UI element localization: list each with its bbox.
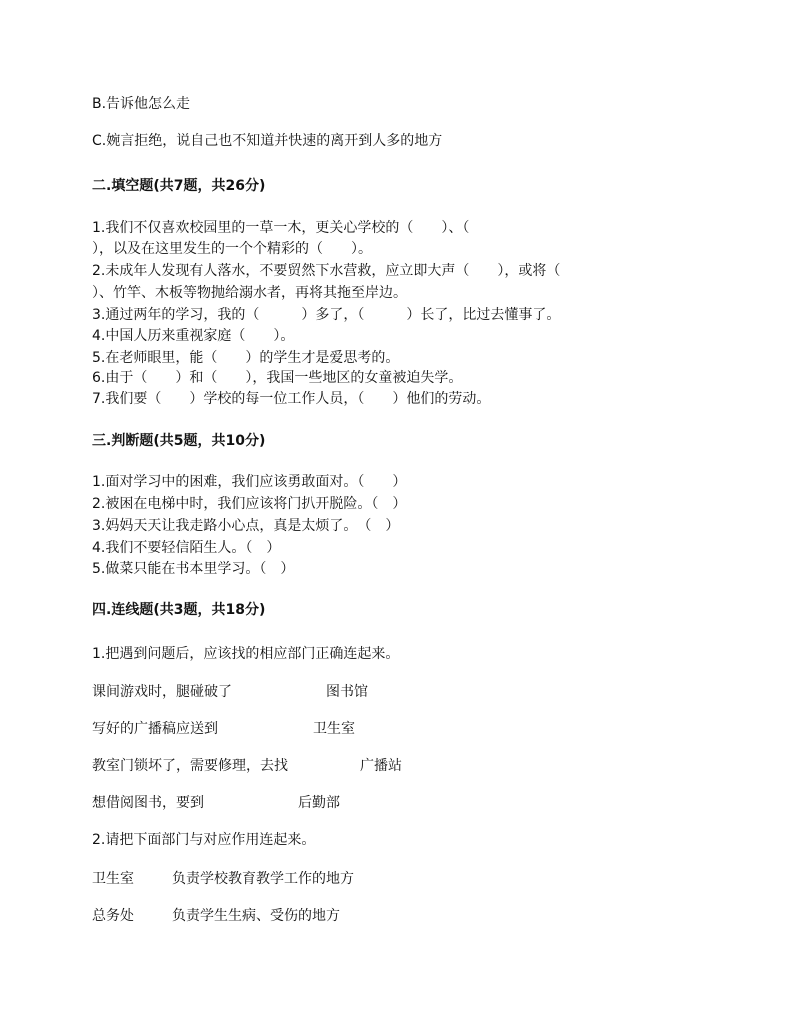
match-right-item: 负责学校教育教学工作的地方: [172, 871, 354, 887]
match-question-1: 1.把遇到问题后，应该找的相应部门正确连起来。: [92, 646, 400, 662]
match-right-item: 后勤部: [298, 795, 340, 811]
match-left-item: 课间游戏时，腿碰破了: [92, 684, 232, 700]
match-left-item: 写好的广播稿应送到: [92, 721, 218, 737]
judge-line: 2.被困在电梯中时，我们应该将门扒开脱险。（ ）: [92, 496, 407, 512]
judge-line: 1.面对学习中的困难，我们应该勇敢面对。（ ）: [92, 474, 407, 490]
fill-line: 2.未成年人发现有人落水，不要贸然下水营救，应立即大声（ ），或将（: [92, 263, 561, 279]
fill-line: 7.我们要（ ）学校的每一位工作人员，（ ）他们的劳动。: [92, 391, 491, 407]
match-left-item: 教室门锁坏了，需要修理，去找: [92, 758, 288, 774]
fill-line: ），以及在这里发生的一个个精彩的（ ）。: [92, 241, 372, 257]
match-left-item: 总务处: [92, 908, 134, 924]
match-right-item: 广播站: [360, 758, 402, 774]
section-heading-judge: 三.判断题(共5题，共10分): [92, 433, 266, 449]
match-right-item: 卫生室: [313, 721, 355, 737]
option-c: C.婉言拒绝，说自己也不知道并快速的离开到人多的地方: [92, 133, 443, 149]
match-left-item: 想借阅图书，要到: [92, 795, 204, 811]
fill-line: 6.由于（ ）和（ ），我国一些地区的女童被迫失学。: [92, 370, 463, 386]
section-heading-match: 四.连线题(共3题，共18分): [92, 602, 266, 618]
fill-line: 3.通过两年的学习，我的（ ）多了，（ ）长了，比过去懂事了。: [92, 307, 561, 323]
judge-line: 5.做菜只能在书本里学习。（ ）: [92, 561, 295, 577]
match-right-item: 图书馆: [326, 684, 368, 700]
fill-line: 5.在老师眼里，能（ ）的学生才是爱思考的。: [92, 350, 400, 366]
judge-line: 3.妈妈天天让我走路小心点，真是太烦了。 （ ）: [92, 518, 400, 534]
section-heading-fill: 二.填空题(共7题，共26分): [92, 178, 266, 194]
match-left-item: 卫生室: [92, 871, 134, 887]
fill-line: ）、竹竿、木板等物抛给溺水者，再将其拖至岸边。: [92, 285, 407, 301]
match-question-2: 2.请把下面部门与对应作用连起来。: [92, 832, 316, 848]
fill-line: 4.中国人历来重视家庭（ ）。: [92, 328, 295, 344]
option-b: B.告诉他怎么走: [92, 96, 191, 112]
judge-line: 4.我们不要轻信陌生人。（ ）: [92, 540, 281, 556]
match-right-item: 负责学生生病、受伤的地方: [172, 908, 340, 924]
fill-line: 1.我们不仅喜欢校园里的一草一木，更关心学校的（ ）、（: [92, 220, 470, 236]
